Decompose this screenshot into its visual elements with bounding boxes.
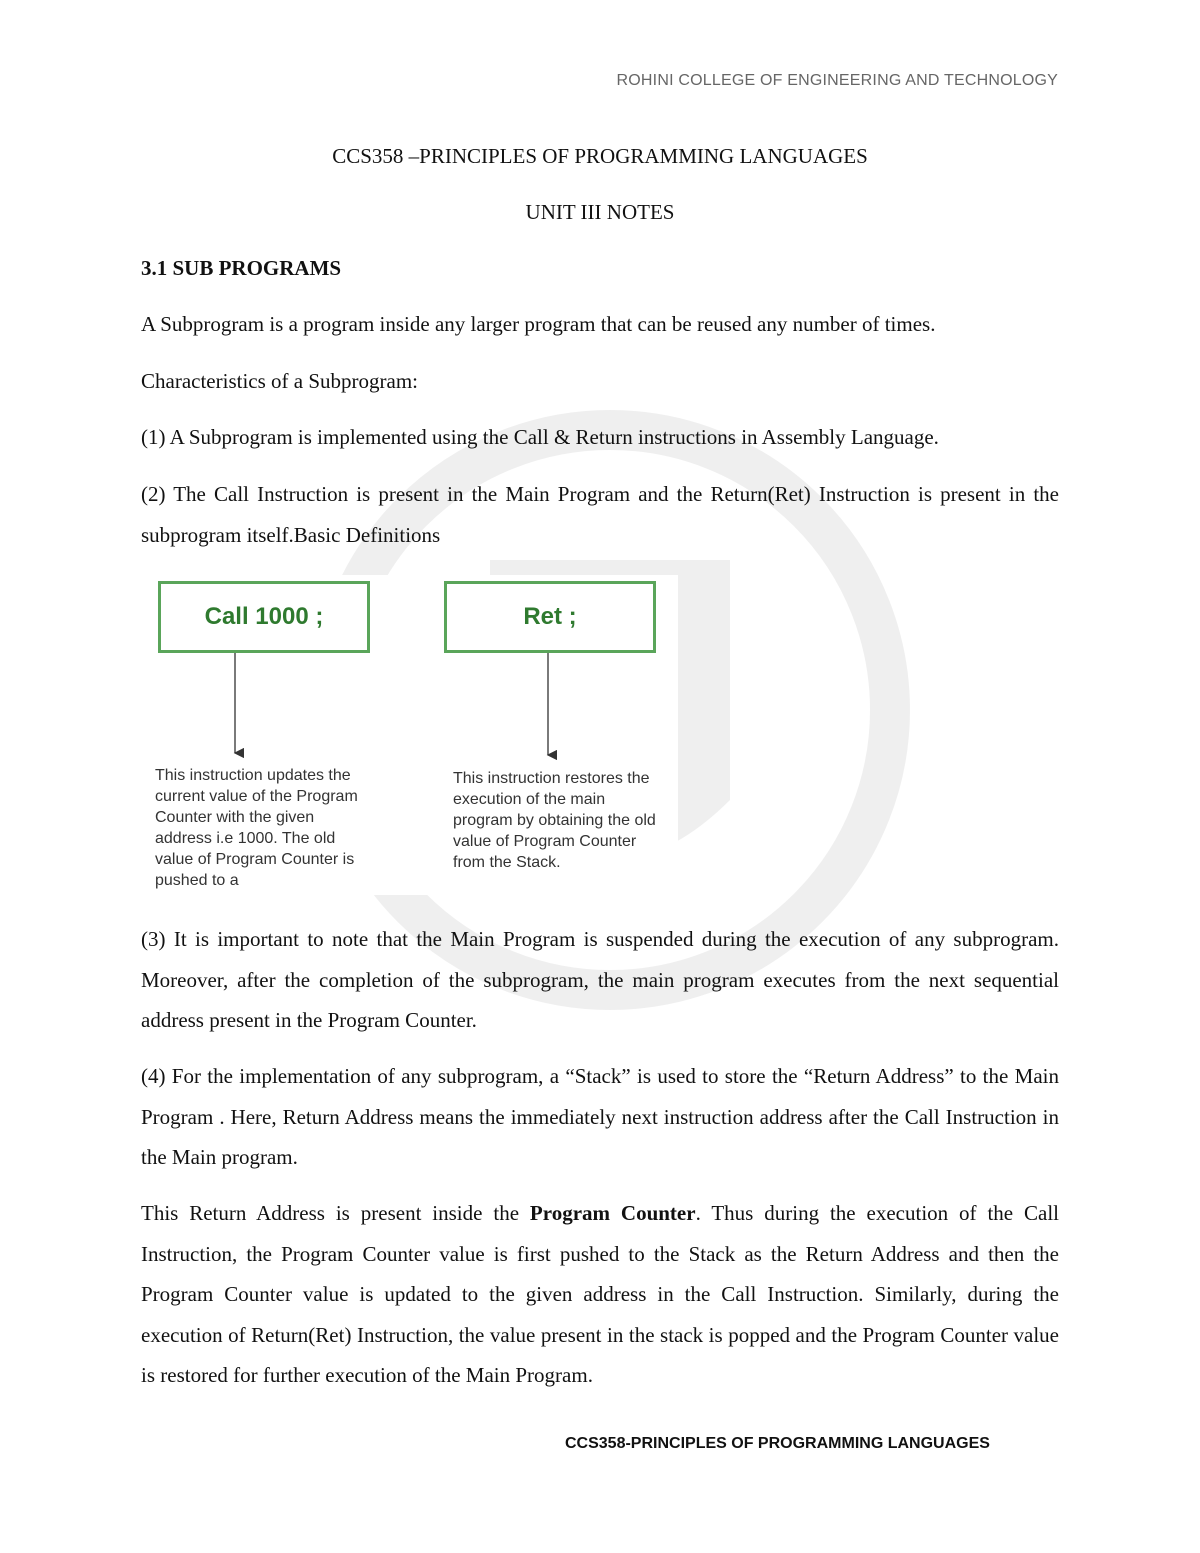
paragraph-return-address [141,1193,1059,1396]
paragraph-point-3: (3) It is important to note that the Main Program is suspended during the execution of any subprogram. Moreover, after the completion of the subprogram, the main program executes from the next sequential address present in the Program Counter. [141,927,1059,1032]
call-caption: This instruction updates the current value of the Program Counter with the given address i.e 1000. The old value of Program Counter is pushed to a [155,767,358,889]
paragraph-point-4: (4) For the implementation of any subprogram, a “Stack” is used to store the “Return Address” to the Main Program . Here, Return Address means the immediately next instruction address after the Call Instruction in the Main program. [141,1064,1059,1169]
program-counter-term: Program Counter [529,1201,696,1225]
paragraph-text: This Return Address is present inside the [141,1201,530,1225]
paragraph-definition: A Subprogram is a program inside any larger program that can be reused any number of times. [141,312,936,336]
paragraph-point-2: (2) The Call Instruction is present in the Main Program and the Return(Ret) Instruction is present in the subprogram itself.Basic Definitions [141,482,1059,547]
call-return-diagram [142,575,678,895]
page-footer: CCS358-PRINCIPLES OF PROGRAMMING LANGUAGES [565,1435,990,1452]
call-instruction-box: Call 1000 ; [158,581,370,653]
ret-instruction-box: Ret ; [444,581,656,653]
section-heading: 3.1 SUB PROGRAMS [141,256,342,280]
paragraph-characteristics-label: Characteristics of a Subprogram: [141,369,418,393]
paragraph-point-1: (1) A Subprogram is implemented using the Call & Return instructions in Assembly Language. [141,425,939,449]
paragraph-text: . Thus during the execution of the Call Instruction, the Program Counter value is first pushed to the Stack as the Return Address and then the Program Counter value is updated to the given address in the Call Instruction. Similarly, during the execution of Return(Ret) Instruction, the value present in the stack is popped and the Program Counter value is restored for further execution of the Main Program. [141,1201,1060,1387]
course-title: CCS358 –PRINCIPLES OF PROGRAMMING LANGUAGES [332,144,868,168]
unit-title: UNIT III NOTES [525,200,675,224]
ret-caption: This instruction restores the execution of the main program by obtaining the old value of Program Counter from the Stack. [453,770,656,871]
institution-header: ROHINI COLLEGE OF ENGINEERING AND TECHNOLOGY [616,72,1058,89]
